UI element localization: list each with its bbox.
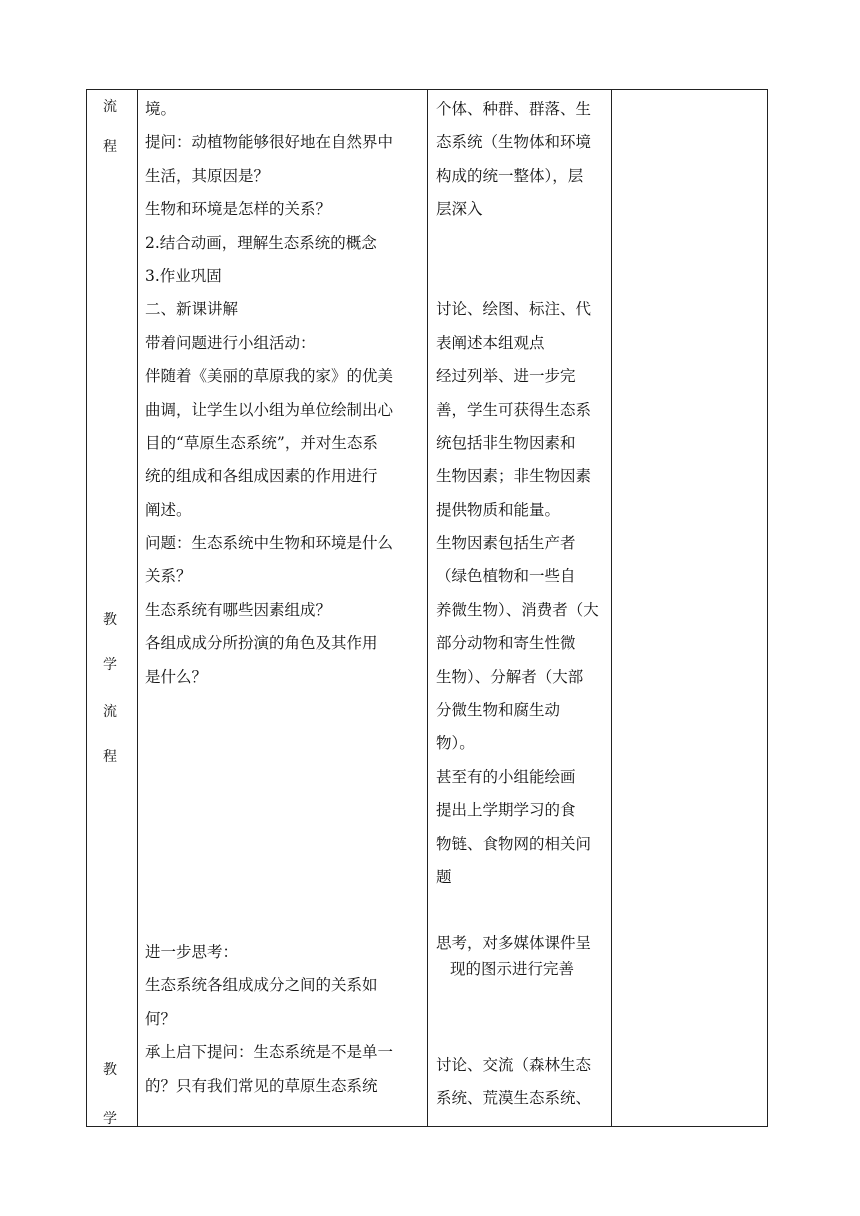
text-line: 曲调，让学生以小组为单位绘制出心 <box>145 400 394 419</box>
text-line: 何？ <box>145 1009 177 1028</box>
column-divider <box>611 90 612 1126</box>
text-line: 境。 <box>145 100 177 118</box>
text-line: 系统、荒漠生态系统、 <box>436 1089 592 1108</box>
text-line: 2.结合动画，理解生态系统的概念 <box>145 233 377 252</box>
text-line: 关系？ <box>145 567 192 586</box>
text-line: 生物因素包括生产者 <box>436 534 576 553</box>
text-line: 部分动物和寄生性微 <box>436 634 576 653</box>
text-line: 进一步思考： <box>145 943 239 961</box>
text-line: 伴随着《美丽的草原我的家》的优美 <box>145 367 394 386</box>
teacher-activity-text <box>145 93 393 694</box>
text-line: 生活，其原因是？ <box>145 166 270 185</box>
student-activity-text-lower-b <box>436 1049 591 1116</box>
text-line: 物）。 <box>436 734 475 753</box>
text-line: 个体、种群、群落、生 <box>436 100 592 118</box>
column-divider <box>137 90 138 1126</box>
text-line: 善，学生可获得生态系 <box>436 400 592 419</box>
text-line: 表阐述本组观点 <box>436 333 545 352</box>
text-line: 题 <box>436 867 452 886</box>
text-line: 讨论、交流（森林生态 <box>436 1056 592 1074</box>
text-line: 是什么？ <box>145 667 208 686</box>
text-line: 生物和环境是怎样的关系？ <box>145 200 332 219</box>
text-line <box>436 227 599 260</box>
text-line: 物链、食物网的相关问 <box>436 834 592 853</box>
text-line: 目的“草原生态系统”，并对生态系 <box>145 433 378 452</box>
text-line: 生物）、分解者（大部 <box>436 667 584 686</box>
text-line: 现的图示进行完善 <box>450 960 575 978</box>
student-activity-text-lower-a <box>436 930 591 982</box>
text-line: 阐述。 <box>145 500 192 519</box>
text-line: 提出上学期学习的食 <box>436 801 576 820</box>
text-line: 养微生物）、消费者（大 <box>436 600 599 619</box>
text-line: （绿色植物和一些自 <box>436 567 576 586</box>
text-line <box>436 260 599 293</box>
text-line: 甚至有的小组能绘画 <box>436 767 576 786</box>
text-line: 分微生物和腐生动 <box>436 701 561 720</box>
column-divider <box>427 90 428 1126</box>
text-line: 生物因素；非生物因素 <box>436 467 592 486</box>
text-line: 承上启下提问：生态系统是不是单一 <box>145 1043 394 1062</box>
text-line: 各组成成分所扮演的角色及其作用 <box>145 634 378 653</box>
text-line: 问题：生态系统中生物和环境是什么 <box>145 534 394 553</box>
student-activity-text <box>436 93 599 894</box>
text-line: 思考，对多媒体课件呈 <box>436 934 592 952</box>
text-line: 统的组成和各组成因素的作用进行 <box>145 467 378 486</box>
text-line: 讨论、绘图、标注、代 <box>436 300 592 319</box>
text-line: 态系统（生物体和环境 <box>436 133 592 152</box>
text-line: 统包括非生物因素和 <box>436 433 576 452</box>
text-line: 3.作业巩固 <box>145 266 222 285</box>
text-line: 经过列举、进一步完 <box>436 367 576 386</box>
text-line: 提问：动植物能够很好地在自然界中 <box>145 133 394 152</box>
text-line: 的？只有我们常见的草原生态系统 <box>145 1076 378 1095</box>
text-line: 带着问题进行小组活动： <box>145 333 316 352</box>
text-line: 层深入 <box>436 200 483 219</box>
text-line: 生态系统各组成成分之间的关系如 <box>145 976 378 995</box>
text-line: 构成的统一整体），层 <box>436 166 584 185</box>
text-line: 二、新课讲解 <box>145 300 239 319</box>
teacher-activity-text-lower <box>145 936 393 1103</box>
text-line: 生态系统有哪些因素组成？ <box>145 600 332 619</box>
text-line: 提供物质和能量。 <box>436 500 561 519</box>
